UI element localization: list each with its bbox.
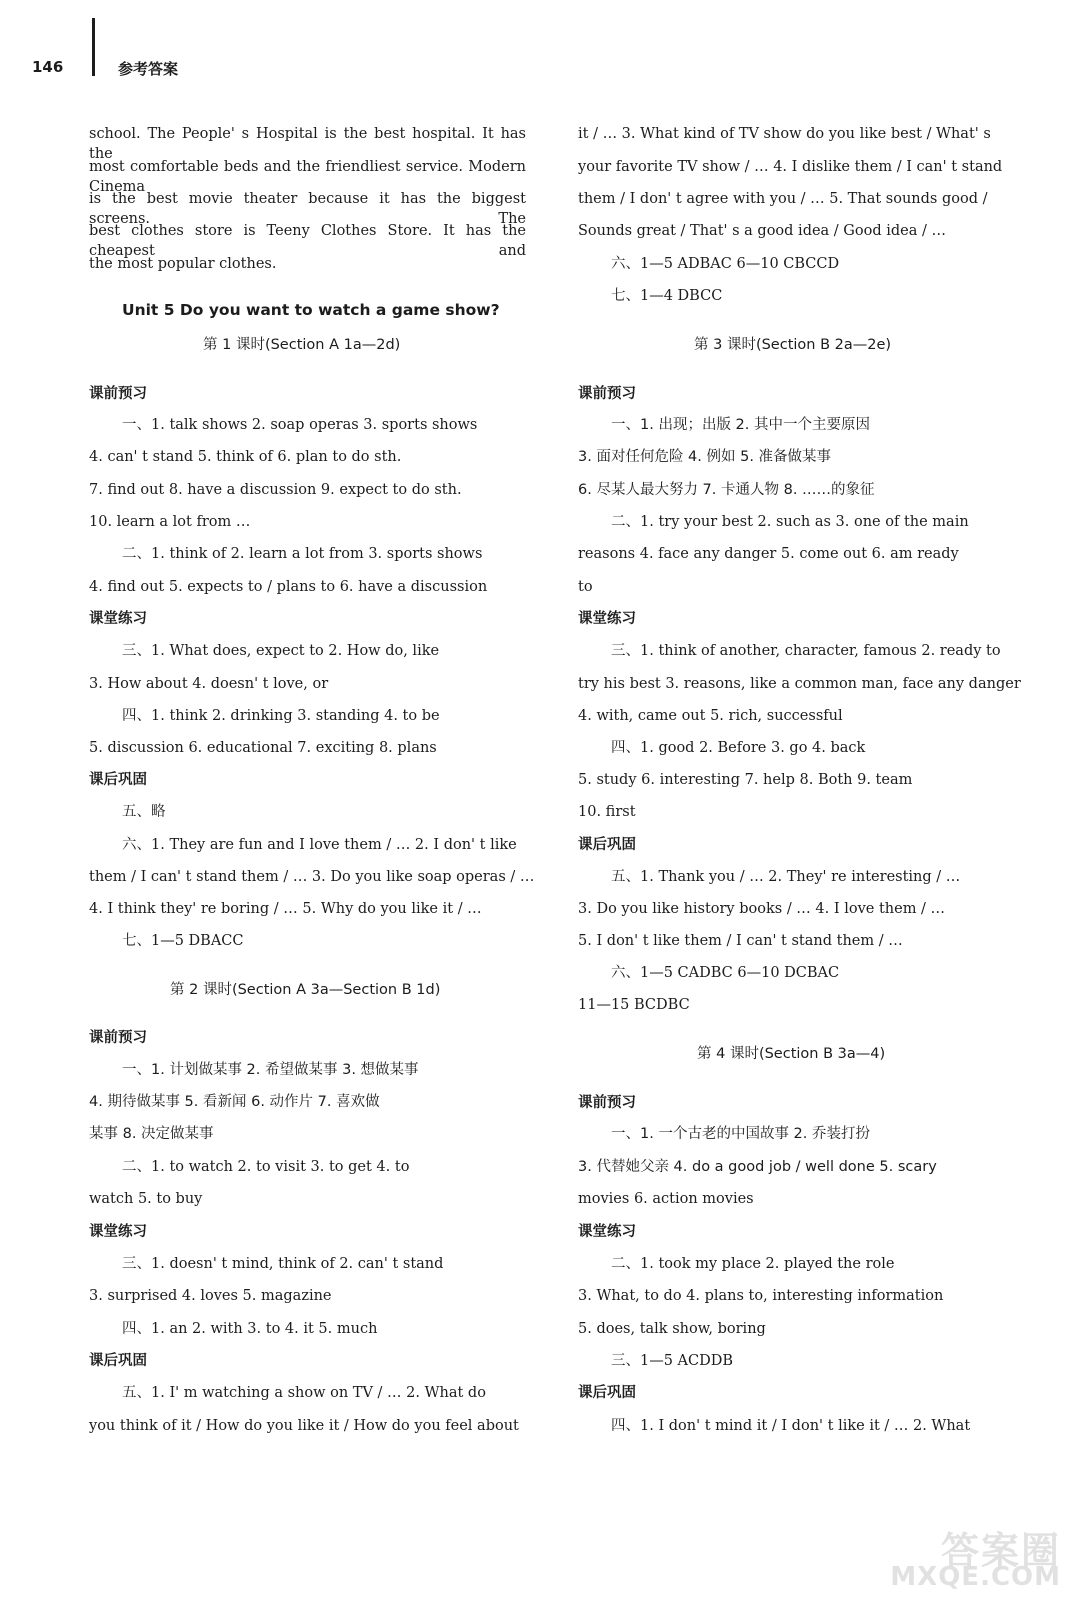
section-heading: 课前预习 <box>89 1030 147 1046</box>
section-heading: 课堂练习 <box>89 611 147 627</box>
answer-line: 5. study 6. interesting 7. help 8. Both 9. team <box>578 772 913 788</box>
answer-line: 4. 期待做某事 5. 看新闻 6. 动作片 7. 喜欢做 <box>89 1094 380 1110</box>
intro-line: best clothes store is Teeny Clothes Store. It has the cheapest and <box>89 223 526 259</box>
page-number: 146 <box>32 58 64 76</box>
section-heading: 课堂练习 <box>578 1224 636 1240</box>
lesson-title: 第 2 课时(Section A 3a—Section B 1d) <box>170 982 441 998</box>
answer-line: 二、1. took my place 2. played the role <box>611 1256 895 1272</box>
watermark-logo <box>861 1520 1061 1592</box>
answer-line: watch 5. to buy <box>89 1191 203 1207</box>
answer-line: 五、1. Thank you / … 2. They' re interesting / … <box>611 869 961 885</box>
section-heading: 课后巩固 <box>89 772 147 788</box>
answer-line: 六、1. They are fun and I love them / … 2. I don' t like <box>122 837 517 853</box>
unit-title: Unit 5 Do you want to watch a game show? <box>122 301 500 319</box>
section-heading: 课后巩固 <box>578 837 636 853</box>
answer-line: 六、1—5 ADBAC 6—10 CBCCD <box>611 256 840 272</box>
answer-line: 5. does, talk show, boring <box>578 1321 766 1337</box>
answer-line: 5. I don' t like them / I can' t stand them / … <box>578 933 903 949</box>
section-heading: 课后巩固 <box>578 1385 636 1401</box>
answer-line: 10. learn a lot from … <box>89 514 251 530</box>
answer-line: 三、1. doesn' t mind, think of 2. can' t stand <box>122 1256 444 1272</box>
answer-line: Sounds great / That' s a good idea / Good idea / … <box>578 223 946 239</box>
answer-line: 10. first <box>578 804 636 820</box>
intro-line: the most popular clothes. <box>89 256 277 272</box>
answer-line: 4. I think they' re boring / … 5. Why do you like it / … <box>89 901 482 917</box>
answer-line: your favorite TV show / … 4. I dislike them / I can' t stand <box>578 159 1003 175</box>
answer-line: 四、1. I don' t mind it / I don' t like it / … 2. What <box>611 1418 971 1434</box>
answer-line: 二、1. try your best 2. such as 3. one of the main <box>611 514 969 530</box>
answer-line: 六、1—5 CADBC 6—10 DCBAC <box>611 965 840 981</box>
intro-line: school. The People' s Hospital is the best hospital. It has the <box>89 126 526 162</box>
answer-line: 四、1. think 2. drinking 3. standing 4. to be <box>122 708 440 724</box>
header-divider <box>92 18 95 76</box>
intro-line: most comfortable beds and the friendliest service. Modern Cinema <box>89 159 526 195</box>
answer-line: 一、1. 计划做某事 2. 希望做某事 3. 想做某事 <box>122 1062 419 1078</box>
answer-line: 4. find out 5. expects to / plans to 6. have a discussion <box>89 579 488 595</box>
section-heading: 课堂练习 <box>578 611 636 627</box>
lesson-title: 第 3 课时(Section B 2a—2e) <box>694 337 892 353</box>
answer-line: to <box>578 579 593 595</box>
answer-line: 3. 面对任何危险 4. 例如 5. 准备做某事 <box>578 449 832 465</box>
section-heading: 课前预习 <box>578 386 636 402</box>
answer-line: you think of it / How do you like it / How do you feel about <box>89 1418 519 1434</box>
answer-line: 3. How about 4. doesn' t love, or <box>89 676 329 692</box>
watermark-text: 答案圈 <box>940 1529 1061 1573</box>
answer-line: 七、1—4 DBCC <box>611 288 723 304</box>
answer-line: 一、1. 一个古老的中国故事 2. 乔装打扮 <box>611 1126 870 1142</box>
answer-line: 四、1. an 2. with 3. to 4. it 5. much <box>122 1321 378 1337</box>
answer-line: them / I can' t stand them / … 3. Do you like soap operas / … <box>89 869 535 885</box>
answer-line: 3. 代替她父亲 4. do a good job / well done 5. scary <box>578 1159 937 1175</box>
answer-line: 4. with, came out 5. rich, successful <box>578 708 843 724</box>
answer-line: 五、1. I' m watching a show on TV / … 2. What do <box>122 1385 486 1401</box>
answer-line: 三、1. What does, expect to 2. How do, like <box>122 643 440 659</box>
answer-line: 4. can' t stand 5. think of 6. plan to do sth. <box>89 449 402 465</box>
section-heading: 课前预习 <box>578 1095 636 1111</box>
answer-line: reasons 4. face any danger 5. come out 6. am ready <box>578 546 959 562</box>
answer-line: 七、1—5 DBACC <box>122 933 244 949</box>
lesson-title: 第 1 课时(Section A 1a—2d) <box>203 337 401 353</box>
answer-line: 二、1. to watch 2. to visit 3. to get 4. to <box>122 1159 410 1175</box>
answer-line: 二、1. think of 2. learn a lot from 3. sports shows <box>122 546 483 562</box>
answer-line: 11—15 BCDBC <box>578 997 690 1013</box>
answer-line: them / I don' t agree with you / … 5. That sounds good / <box>578 191 988 207</box>
header-title: 参考答案 <box>118 60 179 78</box>
answer-line: 7. find out 8. have a discussion 9. expect to do sth. <box>89 482 462 498</box>
answer-line: 五、略 <box>122 804 166 820</box>
answer-line: 3. surprised 4. loves 5. magazine <box>89 1288 332 1304</box>
answer-line: 3. What, to do 4. plans to, interesting information <box>578 1288 944 1304</box>
answer-line: it / … 3. What kind of TV show do you like best / What' s <box>578 126 991 142</box>
answer-line: 一、1. talk shows 2. soap operas 3. sports shows <box>122 417 478 433</box>
section-heading: 课前预习 <box>89 386 147 402</box>
answer-line: movies 6. action movies <box>578 1191 754 1207</box>
answer-line: 3. Do you like history books / … 4. I love them / … <box>578 901 946 917</box>
answer-line: 某事 8. 决定做某事 <box>89 1126 214 1142</box>
answer-line: 三、1. think of another, character, famous 2. ready to <box>611 643 1001 659</box>
lesson-title: 第 4 课时(Section B 3a—4) <box>697 1046 886 1062</box>
answer-line: 6. 尽某人最大努力 7. 卡通人物 8. ……的象征 <box>578 482 875 498</box>
section-heading: 课后巩固 <box>89 1353 147 1369</box>
page-header <box>0 0 1083 100</box>
intro-line: is the best movie theater because it has the biggest screens. The <box>89 191 526 227</box>
section-heading: 课堂练习 <box>89 1224 147 1240</box>
answer-line: try his best 3. reasons, like a common man, face any danger <box>578 676 1021 692</box>
answer-line: 5. discussion 6. educational 7. exciting 8. plans <box>89 740 437 756</box>
watermark-url: MXQE.COM <box>890 1562 1061 1592</box>
answer-line: 一、1. 出现；出版 2. 其中一个主要原因 <box>611 417 870 433</box>
answer-line: 四、1. good 2. Before 3. go 4. back <box>611 740 866 756</box>
answer-line: 三、1—5 ACDDB <box>611 1353 734 1369</box>
